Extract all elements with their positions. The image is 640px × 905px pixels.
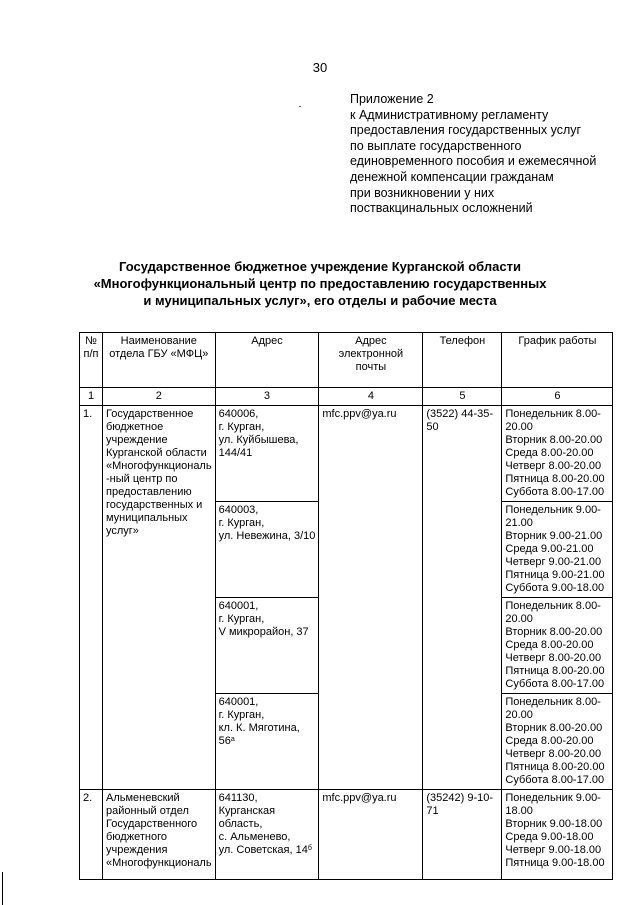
header-email: Адрес электронной почты [319, 333, 423, 388]
table-row [80, 406, 613, 502]
column-number-row [80, 388, 613, 406]
address-cell: 640001, г. Курган, кл. К. Мяготина, $56^а$ [215, 694, 319, 790]
row-number: 2. [80, 790, 103, 880]
schedule-cell: Понедельник 8.00- 20.00 Вторник 8.00-20.00 Среда 8.00-20.00 Четверг 8.00-20.00 Пятница 8.00-20.00 Суббота 8.00-17.00 [502, 598, 613, 694]
schedule-cell: Понедельник 9.00- 18.00 Вторник 9.00-18.00 Среда 9.00-18.00 Четверг 9.00-18.00 Пятница 9.00-18.00 [502, 790, 613, 880]
phone-cell: (3522) 44-35- 50 [423, 406, 502, 790]
email-cell: mfc.ppv@ya.ru [319, 790, 423, 880]
column-number: 3 [215, 388, 319, 406]
appendix-line: Приложение 2 [350, 92, 434, 106]
column-number: 4 [319, 388, 423, 406]
document-title [60, 258, 580, 309]
header-number: № п/п [80, 333, 103, 388]
title-line: и муниципальных услуг», его отделы и рабочие места [143, 293, 497, 308]
appendix-line: при возникновении у них [350, 185, 495, 200]
appendix-note [350, 92, 620, 217]
address-cell: 641130, Курганская область, с. Альменево, ул. Советская, $14^б$ [215, 790, 319, 880]
title-line: Государственное бюджетное учреждение Курганской области [119, 259, 521, 274]
superscript: б [307, 845, 312, 852]
column-number: 1 [80, 388, 103, 406]
scan-dot [299, 106, 301, 107]
department-name: Государственное бюджетное учреждение Курганской области «Многофункциональ -ный центр по предоставлению государственных и муниципальных услуг» [103, 406, 216, 790]
schedule-cell: Понедельник 8.00- 20.00 Вторник 8.00-20.00 Среда 8.00-20.00 Четверг 8.00-20.00 Пятница 8.00-20.00 Суббота 8.00-17.00 [502, 406, 613, 502]
scan-edge-mark [2, 872, 3, 905]
appendix-line: предоставления государственных услуг [350, 123, 582, 138]
appendix-line: к Административному регламенту [350, 107, 549, 122]
table-header-row [80, 333, 613, 388]
appendix-line: по выплате государственного [350, 138, 522, 153]
appendix-line: поствакцинальных осложнений [350, 201, 533, 216]
schedule-cell: Понедельник 8.00- 20.00 Вторник 8.00-20.00 Среда 8.00-20.00 Четверг 8.00-20.00 Пятница 8.00-20.00 Суббота 8.00-17.00 [502, 694, 613, 790]
column-number: 2 [103, 388, 216, 406]
header-phone: Телефон [423, 333, 502, 388]
superscript: а [230, 736, 235, 743]
appendix-line: единовременного пособия и ежемесячной [350, 154, 597, 169]
table-row [80, 790, 613, 880]
header-department: Наименование отдела ГБУ «МФЦ» [103, 333, 216, 388]
address-cell: 640001, г. Курган, V микрорайон, 37 [215, 598, 319, 694]
page-number: 30 [312, 60, 328, 75]
schedule-cell: Понедельник 9.00- 21.00 Вторник 9.00-21.00 Среда 9.00-21.00 Четверг 9.00-21.00 Пятница 9.00-21.00 Суббота 9.00-18.00 [502, 502, 613, 598]
column-number: 5 [423, 388, 502, 406]
phone-cell: (35242) 9-10- 71 [423, 790, 502, 880]
column-number: 6 [502, 388, 613, 406]
row-number: 1. [80, 406, 103, 790]
title-line: «Многофункциональный центр по предоставлению государственных [93, 276, 547, 291]
address-cell: 640006, г. Курган, ул. Куйбышева, 144/41 [215, 406, 319, 502]
offices-table [79, 332, 613, 880]
header-address: Адрес [215, 333, 319, 388]
department-name: Альменевский районный отдел Государственного бюджетного учреждения «Многофункциональ [103, 790, 216, 880]
email-cell: mfc.ppv@ya.ru [319, 406, 423, 790]
address-cell: 640003, г. Курган, ул. Невежина, 3/10 [215, 502, 319, 598]
appendix-line: денежной компенсации гражданам [350, 169, 554, 184]
header-schedule: График работы [502, 333, 613, 388]
